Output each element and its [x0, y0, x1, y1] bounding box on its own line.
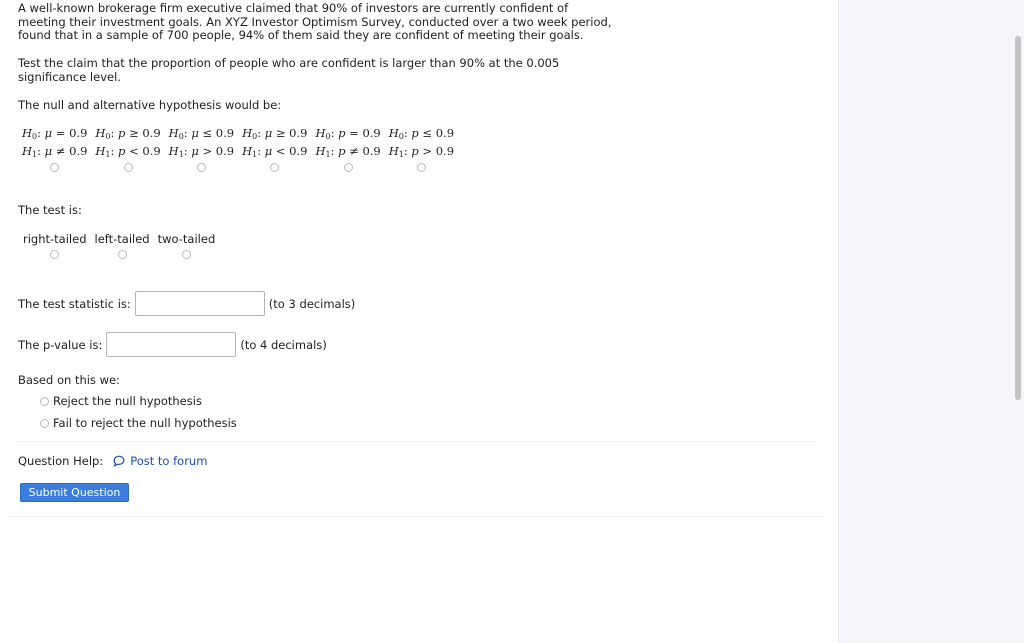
- hypothesis-prompt: The null and alternative hypothesis would be:: [18, 98, 282, 112]
- speech-bubble-icon: [113, 455, 125, 467]
- decision-radio-fail[interactable]: [40, 419, 49, 428]
- tail-option-right[interactable]: [23, 232, 87, 259]
- tail-option-two[interactable]: [158, 232, 216, 259]
- hypothesis-option-5[interactable]: [315, 126, 380, 172]
- p-value-label: The p-value is:: [18, 337, 103, 352]
- tail-label: right-tailed: [23, 232, 87, 246]
- decision-radio-reject[interactable]: [40, 397, 49, 406]
- null-hypothesis: $H_0$: p ≤ 0.9: [388, 126, 455, 141]
- p-value-row: [18, 332, 327, 357]
- side-panel: [838, 0, 1024, 643]
- tail-label: left-tailed: [94, 232, 150, 246]
- test-statistic-input[interactable]: [135, 291, 265, 316]
- test-statistic-hint: (to 3 decimals): [268, 296, 356, 311]
- test-type-prompt: The test is:: [18, 203, 82, 217]
- hypothesis-option-1[interactable]: [22, 126, 87, 172]
- hypothesis-text: [22, 126, 87, 162]
- hypothesis-option-3[interactable]: [169, 126, 234, 172]
- question-help-row: [18, 454, 207, 468]
- hypothesis-option-4[interactable]: [242, 126, 307, 172]
- tail-radio-right[interactable]: [50, 250, 59, 259]
- scrollbar[interactable]: [1015, 36, 1021, 400]
- tail-radio-two[interactable]: [182, 250, 191, 259]
- submit-question-button[interactable]: Submit Question: [20, 483, 129, 502]
- p-value-input[interactable]: [106, 332, 236, 357]
- decision-option-fail[interactable]: [40, 416, 237, 430]
- alt-hypothesis: $H_1$: μ > 0.9: [168, 144, 235, 159]
- tail-option-left[interactable]: [95, 232, 150, 259]
- null-hypothesis: $H_0$: μ = 0.9: [22, 126, 88, 141]
- null-hypothesis: $H_0$: p = 0.9: [315, 126, 381, 141]
- post-to-forum-link[interactable]: [113, 454, 207, 468]
- decision-prompt: Based on this we:: [18, 373, 120, 387]
- test-statistic-row: [18, 291, 355, 316]
- hypothesis-radio[interactable]: [344, 163, 353, 172]
- hypothesis-radio[interactable]: [197, 163, 206, 172]
- alt-hypothesis: $H_1$: μ < 0.9: [242, 144, 308, 159]
- divider: [18, 441, 816, 442]
- decision-label: Reject the null hypothesis: [53, 394, 202, 408]
- tail-radio-left[interactable]: [118, 250, 127, 259]
- hypothesis-text: [242, 126, 307, 162]
- hypothesis-radio[interactable]: [50, 163, 59, 172]
- question-claim: Test the claim that the proportion of people who are confident is larger than 90% at the 0.005 significance level.: [18, 56, 560, 84]
- decision-option-reject[interactable]: [40, 394, 202, 408]
- question-intro: A well-known brokerage firm executive claimed that 90% of investors are currently confident of meeting their investment goals. An XYZ Investor Optimism Survey, conducted over a two week period, found that in a sample of 700 people, 94% of them said they are confident of meeting their goals.: [18, 1, 612, 42]
- hypothesis-option-2[interactable]: [95, 126, 160, 172]
- null-hypothesis: $H_0$: μ ≤ 0.9: [168, 126, 235, 141]
- hypothesis-text: [315, 126, 380, 162]
- alt-hypothesis: $H_1$: p < 0.9: [95, 144, 161, 159]
- null-hypothesis: $H_0$: μ ≥ 0.9: [242, 126, 308, 141]
- alt-hypothesis: $H_1$: μ ≠ 0.9: [22, 144, 88, 159]
- hypothesis-radio[interactable]: [124, 163, 133, 172]
- post-to-forum-label: Post to forum: [130, 454, 208, 468]
- hypothesis-options: [22, 126, 454, 172]
- hypothesis-text: [389, 126, 454, 162]
- tail-options: [23, 232, 223, 259]
- hypothesis-radio[interactable]: [417, 163, 426, 172]
- divider: [4, 516, 826, 517]
- hypothesis-radio[interactable]: [270, 163, 279, 172]
- alt-hypothesis: $H_1$: p ≠ 0.9: [315, 144, 381, 159]
- test-statistic-label: The test statistic is:: [18, 296, 131, 311]
- p-value-hint: (to 4 decimals): [240, 337, 327, 352]
- tail-label: two-tailed: [157, 232, 216, 246]
- decision-label: Fail to reject the null hypothesis: [53, 416, 237, 430]
- alt-hypothesis: $H_1$: p > 0.9: [388, 144, 455, 159]
- null-hypothesis: $H_0$: p ≥ 0.9: [95, 126, 161, 141]
- hypothesis-text: [169, 126, 234, 162]
- hypothesis-text: [95, 126, 160, 162]
- question-help-label: Question Help:: [18, 454, 104, 468]
- hypothesis-option-6[interactable]: [389, 126, 454, 172]
